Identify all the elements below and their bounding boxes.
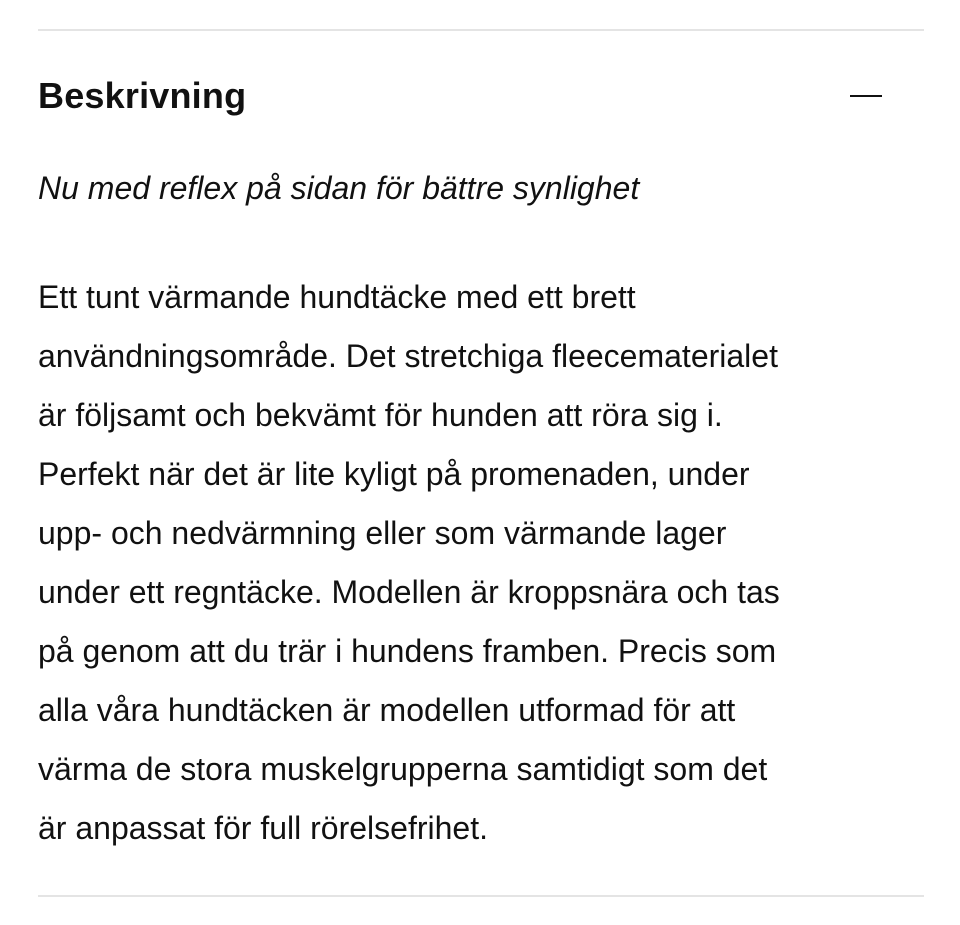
description-line: alla våra hundtäcken är modellen utformad för att [38,692,736,728]
description-accordion [38,0,924,925]
description-line: användningsområde. Det stretchiga fleecematerialet [38,338,778,374]
description-line: värma de stora muskelgrupperna samtidigt som det [38,751,768,787]
description-text [38,268,924,858]
bottom-divider [38,895,924,897]
description-line: under ett regntäcke. Modellen är kroppsnära och tas [38,574,780,610]
minus-icon [850,95,882,97]
description-line: Ett tunt värmande hundtäcke med ett brett [38,279,636,315]
section-subtitle: Nu med reflex på sidan för bättre synlighet [38,170,640,206]
description-line: upp- och nedvärmning eller som värmande lager [38,515,727,551]
description-line: på genom att du trär i hundens framben. Precis som [38,633,777,669]
accordion-header[interactable] [38,66,924,126]
section-title: Beskrivning [38,75,247,116]
description-line: är följsamt och bekvämt för hunden att röra sig i. [38,397,723,433]
top-divider [38,29,924,31]
collapse-toggle-button[interactable] [846,80,886,112]
description-line: är anpassat för full rörelsefrihet. [38,810,488,846]
description-line: Perfekt när det är lite kyligt på promenaden, under [38,456,750,492]
